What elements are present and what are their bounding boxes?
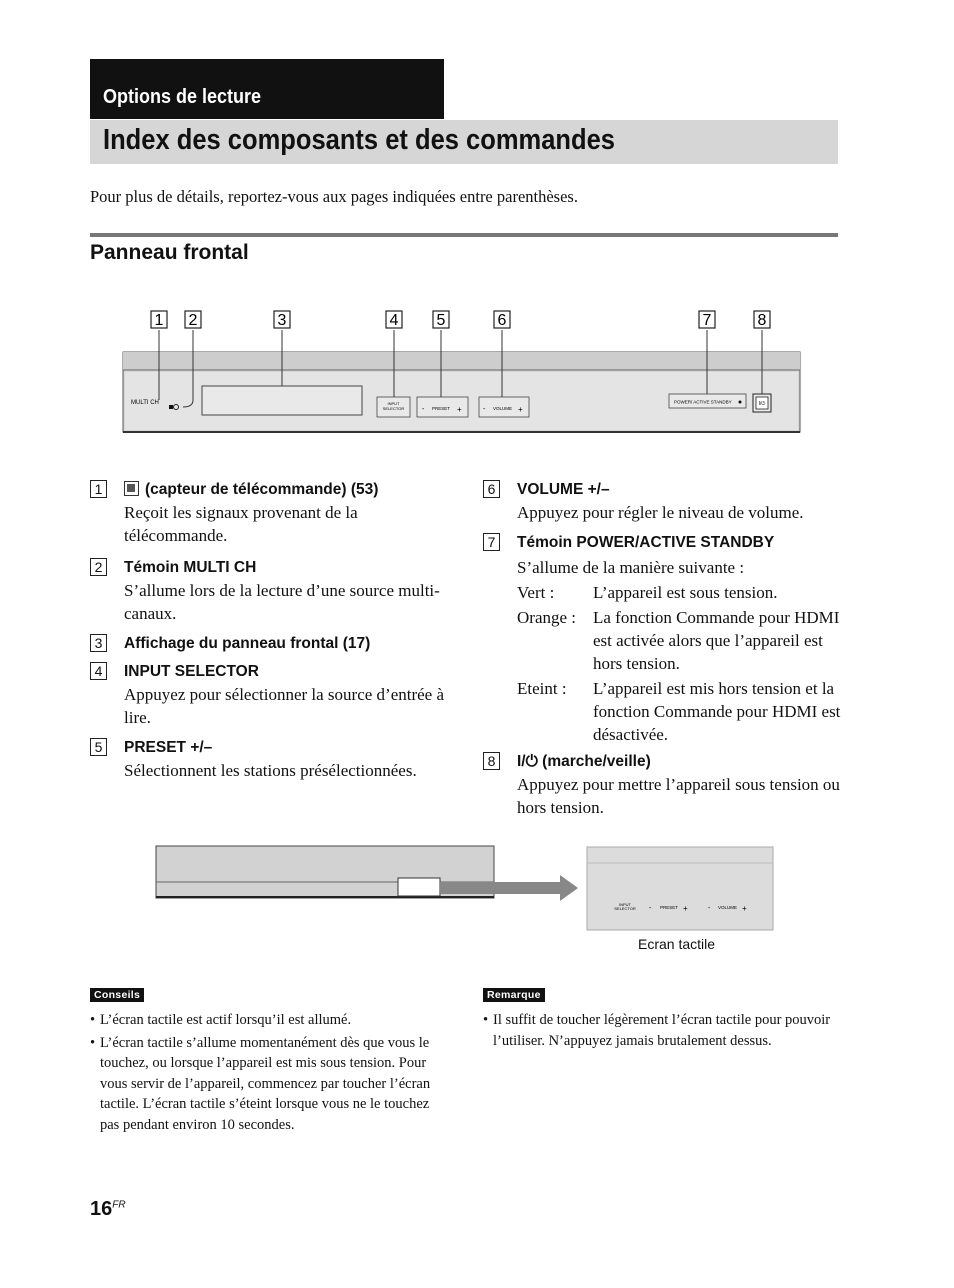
item-5: 5 PRESET +/– Sélectionnent les stations présélectionnées. [90,736,460,782]
callout-8: 8 [757,312,767,329]
input-label-1: INPUT [387,401,400,406]
front-panel-diagram [115,300,815,440]
item-6: 6 VOLUME +/– Appuyez pour régler le niveau de volume. [483,478,843,524]
svg-text:INPUT: INPUT [619,902,631,907]
tip-2: • L’écran tactile s’allume momentanément dès que vous le touchez, ou lorsque l’appareil est mis sous tension. Pour vous servir de l’appareil, commencez par toucher l’écran tactile. L’écran tactile s’éteint lorsque vous ne le touchez pas pendant environ 10 secondes. [90,1033,440,1136]
panel-heading: Panneau frontal [90,241,249,264]
intro-text: Pour plus de détails, reportez-vous aux pages indiquées entre parenthèses. [90,187,578,206]
svg-text:SELECTOR: SELECTOR [614,906,636,911]
touch-panel-diagram [150,840,780,940]
svg-text:-: - [708,905,711,912]
tips-badge: Conseils [90,988,144,1002]
ir-sensor [169,405,173,409]
svg-text:-: - [649,905,652,912]
note-1: • Il suffit de toucher légèrement l’écran tactile pour pouvoir l’utiliser. N’appuyez jamais brutalement dessus. [483,1010,833,1051]
state-orange: Orange : La fonction Commande pour HDMI est activée alors que l’appareil est hors tension. [517,608,840,673]
svg-text:I/⏻: I/⏻ [758,401,766,407]
front-display [202,386,362,415]
note-badge: Remarque [483,988,545,1002]
page-title: Index des composants et des commandes [103,124,615,156]
item-1: 1 (capteur de télécommande) (53) Reçoit les signaux provenant de la télécommande. [90,478,460,547]
svg-text:PRESET: PRESET [660,905,679,910]
item-4: 4 INPUT SELECTOR Appuyez pour sélectionner la source d’entrée à lire. [90,660,460,729]
touch-zone-highlight [398,878,440,896]
callout-4: 4 [389,312,399,329]
svg-text:-: - [422,406,425,413]
multi-ch-label: MULTI CH [131,400,159,406]
svg-text:-: - [483,406,486,413]
svg-text:VOLUME: VOLUME [493,406,513,411]
svg-text:POWER/ ACTIVE STANDBY: POWER/ ACTIVE STANDBY [674,399,732,405]
panel-top [123,352,800,370]
item-7: 7 Témoin POWER/ACTIVE STANDBY S’allume de la manière suivante : Vert : L’appareil est sous tension. Orange : La fonction Commande pour HDMI est activée alors que l’appareil est hors tension. Eteint : L’appareil est mis hors tension et la fonction Commande pour HDMI est désactivée. [483,531,843,746]
item-2: 2 Témoin MULTI CH S’allume lors de la lecture d’une source multi-canaux. [90,556,460,625]
svg-text:+: + [683,904,688,913]
callout-5: 5 [436,312,446,329]
callout-3: 3 [277,312,287,329]
tips-list [90,1010,440,1135]
item-3: 3 Affichage du panneau frontal (17) [90,632,460,655]
svg-text:+: + [742,904,747,913]
item-8: 8 I/⏻ (marche/veille) Appuyez pour mettre l’appareil sous tension ou hors tension. [483,750,843,819]
note-list [483,1010,833,1051]
page-number: $16^{FR}$ [90,1198,126,1220]
svg-text:+: + [518,405,523,414]
callout-6: 6 [497,312,507,329]
callout-2: 2 [188,312,198,329]
svg-text:VOLUME: VOLUME [718,905,738,910]
callout-1: 1 [154,312,164,329]
ir-icon [124,481,139,496]
state-off: Eteint : L’appareil est mis hors tension et la fonction Commande pour HDMI est désactivée. [517,679,841,744]
touch-screen-closeup [587,847,773,930]
callout-7: 7 [702,312,712,329]
heading-rule [90,233,838,237]
state-green: Vert : L’appareil est sous tension. [517,583,778,602]
section-label: Options de lecture [103,86,262,108]
svg-text:+: + [457,405,462,414]
tip-1: • L’écran tactile est actif lorsqu’il est allumé. [90,1010,440,1031]
touch-caption: Ecran tactile [638,936,716,952]
input-label-2: SELECTOR [382,406,405,411]
svg-text:PRESET: PRESET [432,406,451,411]
